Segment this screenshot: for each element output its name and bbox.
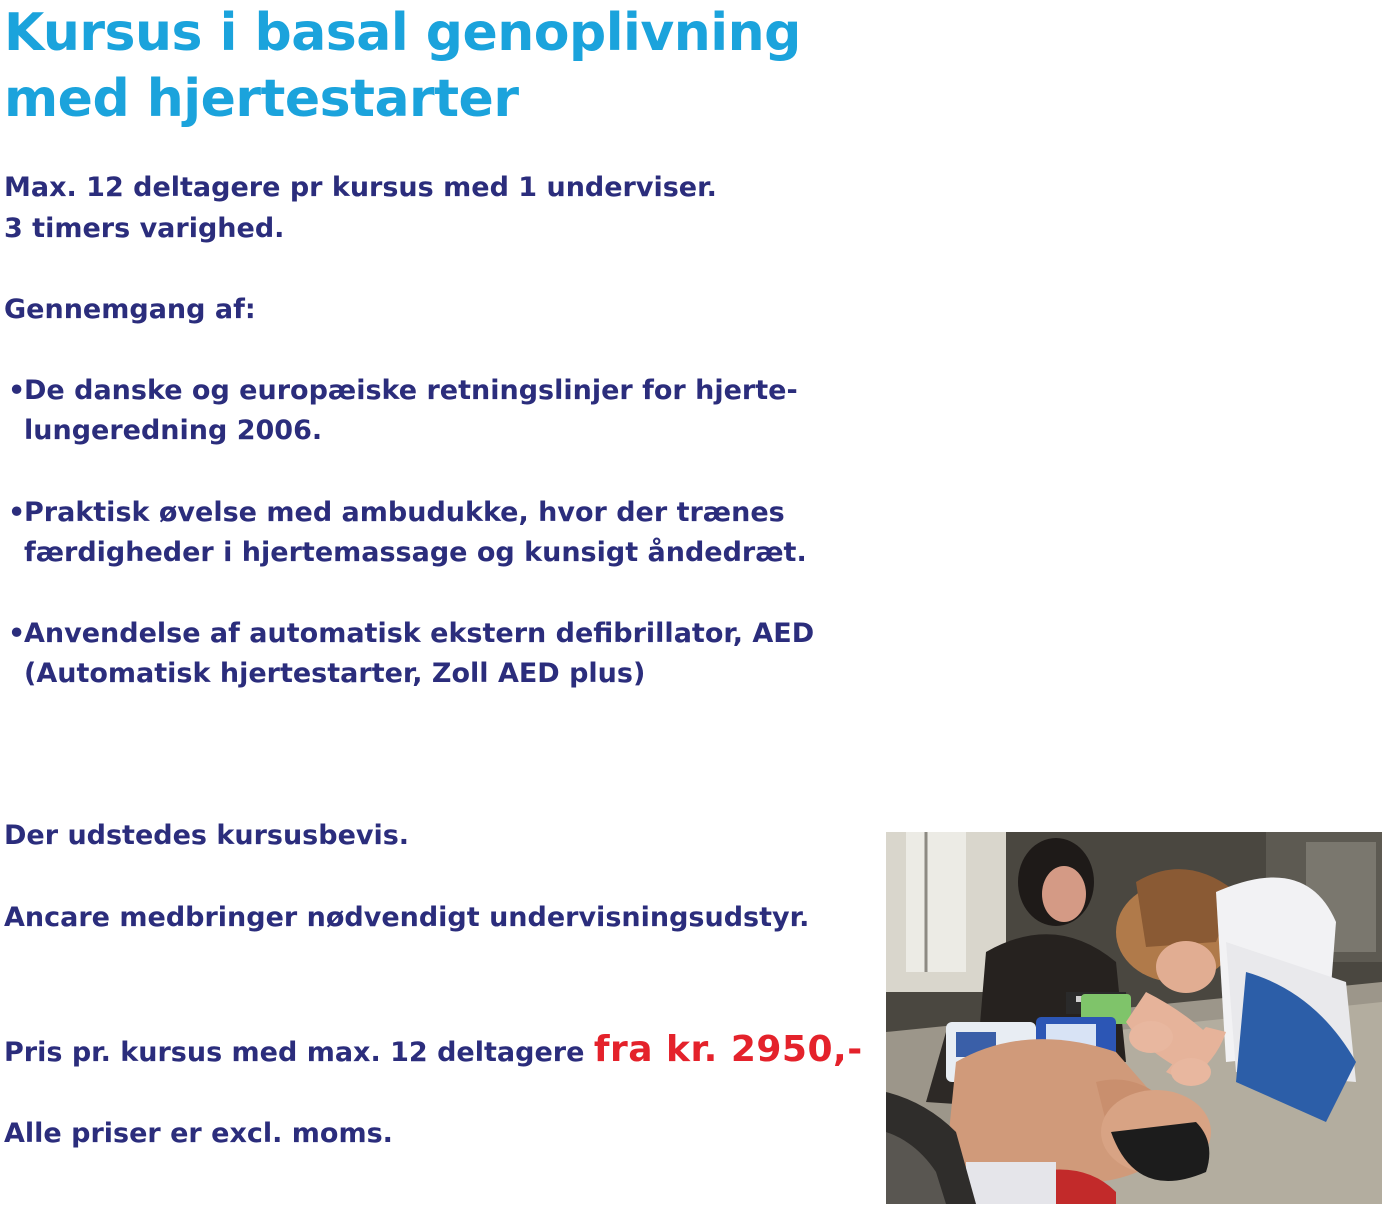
bullet-text: Praktisk øvelse med ambudukke, hvor der trænes færdigheder i hjertemassage og kunsigt åndedræt. bbox=[24, 497, 807, 568]
price-value: fra kr. 2950,- bbox=[593, 1029, 863, 1070]
bullet-text: Anvendelse af automatisk ekstern defibrillator, AED (Automatisk hjertestarter, Zoll AED plus) bbox=[24, 618, 815, 689]
price-label: Pris pr. kursus med max. 12 deltagere bbox=[4, 1037, 585, 1068]
cpr-training-photo bbox=[886, 832, 1382, 1204]
price-line bbox=[4, 1026, 863, 1077]
intro-participants: Max. 12 deltagere pr kursus med 1 underviser. bbox=[4, 172, 717, 203]
intro-duration: 3 timers varighed. bbox=[4, 213, 285, 244]
bullet-item-practice bbox=[4, 493, 854, 573]
page-title: Kursus i basal genoplivning med hjertestarter bbox=[4, 3, 801, 129]
bullet-item-guidelines bbox=[4, 371, 824, 451]
certificate-note: Der udstedes kursusbevis. bbox=[4, 820, 410, 851]
equipment-note: Ancare medbringer nødvendigt undervisningsudstyr. bbox=[4, 902, 810, 933]
bullet-item-aed bbox=[4, 614, 864, 694]
bullet-dot: • bbox=[8, 375, 26, 406]
vat-note: Alle priser er excl. moms. bbox=[4, 1118, 393, 1149]
bullet-dot: • bbox=[8, 497, 26, 528]
section-heading: Gennemgang af: bbox=[4, 294, 256, 325]
bullet-text: De danske og europæiske retningslinjer for hjerte-lungeredning 2006. bbox=[24, 375, 798, 446]
bullet-dot: • bbox=[8, 618, 26, 649]
